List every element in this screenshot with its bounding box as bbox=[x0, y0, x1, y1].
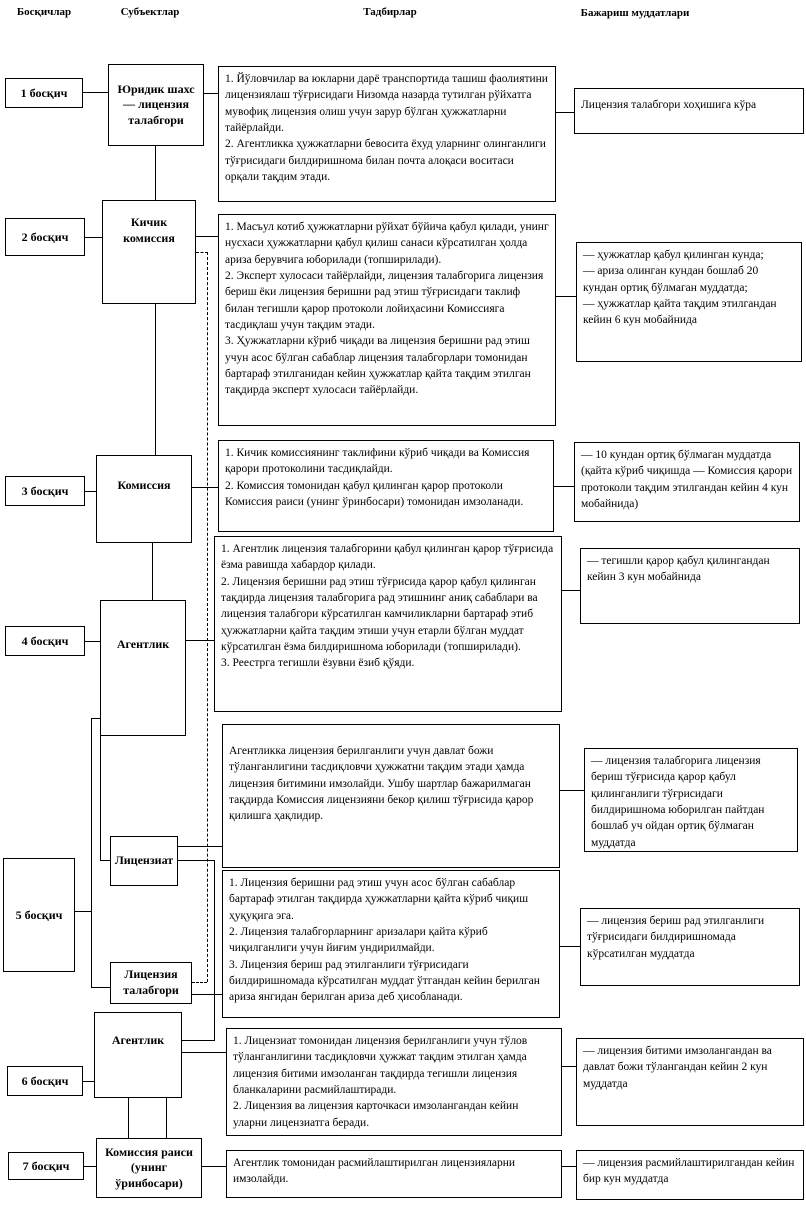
header-deadlines: Бажариш муддатлари bbox=[580, 7, 690, 19]
header-actions: Тадбирлар bbox=[363, 6, 417, 18]
deadline-step-5a: — лицензия талабгорига лицензия бериш тўғрисида қарор қабул қилинганлиги тўғрисидаги билдиришнома юборилган пайтдан бошлаб уч ойдан ортиқ бўлмаган муддатда bbox=[584, 748, 798, 852]
step-6: 6 босқич bbox=[7, 1066, 83, 1096]
connector bbox=[182, 1040, 215, 1041]
subject-licensee: Лицензиат bbox=[110, 836, 178, 886]
connector bbox=[204, 93, 218, 94]
connector bbox=[91, 718, 92, 988]
connector bbox=[128, 1098, 129, 1138]
step-1: 1 босқич bbox=[5, 78, 83, 108]
deadline-step-4: — тегишли қарор қабул қилингандан кейин 3 кун мобайнида bbox=[580, 548, 800, 624]
connector bbox=[178, 860, 214, 861]
connector bbox=[202, 1166, 226, 1167]
connector bbox=[75, 911, 91, 912]
dashed-connector bbox=[207, 252, 208, 982]
connector bbox=[562, 590, 580, 591]
action-step-7: Агентлик томонидан расмийлаштирилган лицензияларни имзолайди. bbox=[226, 1150, 562, 1198]
header-steps: Босқичлар bbox=[16, 6, 72, 18]
connector bbox=[155, 304, 156, 455]
subject-applicant: Юридик шахс — лицензия талабгори bbox=[108, 64, 204, 146]
connector bbox=[560, 790, 584, 791]
step-7: 7 босқич bbox=[8, 1152, 84, 1180]
connector bbox=[85, 491, 96, 492]
connector bbox=[91, 987, 110, 988]
subject-chairman: Комиссия раиси (унинг ўринбосари) bbox=[96, 1138, 202, 1198]
connector bbox=[84, 1166, 96, 1167]
action-step-5a: Агентликка лицензия берилганлиги учун давлат божи тўланганлигини тасдиқловчи ҳужжатни тақдим этади ҳамда лицензия битимини имзолайди. Ушбу шартлар бажарилмаган тақдирда Комиссия лицензияни бекор қилиш тўғрисида қарор қилишга ҳақлидир. bbox=[222, 724, 560, 868]
action-step-5b: 1. Лицензия беришни рад этиш учун асос бўлган сабаблар бартараф этилган тақдирда ҳужжатларни қайта кўриб чиқиш ҳуқуқига эга. 2. Лицензия талабгорларнинг аризалари қайта кўриб чиқилганлиги учун йиғим ундирилмайди. 3. Лицензия бериш рад этилганлиги тўғрисидаги билдиришномада кўрсатилган муддат ўтгандан кейин берилган ариза янгидан берилган ариза деб ҳисобланади. bbox=[222, 870, 560, 1018]
connector bbox=[83, 1081, 94, 1082]
subject-agency-4: Агентлик bbox=[100, 600, 186, 736]
subject-small-commission: Кичик комиссия bbox=[102, 200, 196, 304]
connector bbox=[178, 846, 222, 847]
connector bbox=[152, 543, 153, 600]
step-5: 5 босқич bbox=[3, 858, 75, 972]
connector bbox=[562, 1066, 576, 1067]
connector bbox=[155, 146, 156, 200]
connector bbox=[554, 486, 574, 487]
step-3: 3 босқич bbox=[5, 476, 85, 506]
connector bbox=[100, 726, 101, 861]
subject-applicant-5: Лицензия талабгори bbox=[110, 962, 192, 1004]
connector bbox=[166, 1098, 167, 1138]
connector bbox=[100, 860, 110, 861]
deadline-step-3: — 10 кундан ортиқ бўлмаган муддатда (қайта кўриб чиқишда — Комиссия қарори протоколи тақдим этилгандан кейин 4 кун мобайнида) bbox=[574, 442, 800, 522]
connector bbox=[556, 112, 574, 113]
connector bbox=[196, 236, 218, 237]
connector bbox=[186, 640, 214, 641]
connector bbox=[556, 296, 576, 297]
action-step-2: 1. Масъул котиб ҳужжатларни рўйхат бўйича қабул қилади, унинг нусхаси ҳужжатларни қабул қилиш санаси кўрсатилган ҳолда ариза берувчига юборилади (топширилади). 2. Эксперт хулосаси тайёрлайди, лицензия талабгорига лицензия бериш ёки лицензия беришни рад этиш тўғрисидаги таклиф билан тегишли қарор протоколи лойиҳасини Комиссияга тасдиқлаш учун тақдим этади. 3. Ҳужжатларни кўриб чиқади ва лицензия беришни рад этиш учун асос бўлган сабаблар лицензия талабгорлари томонидан бартараф этилганидан кейин ҳужжатлар қайта тақдим этилган тақдирда эксперт хулосаси тайёрлайди. bbox=[218, 214, 556, 426]
subject-agency-6: Агентлик bbox=[94, 1012, 182, 1098]
step-4: 4 босқич bbox=[5, 626, 85, 656]
connector bbox=[85, 237, 102, 238]
connector bbox=[192, 487, 218, 488]
action-step-1: 1. Йўловчилар ва юкларни дарё транспортида ташиш фаолиятини лицензиялаш тўғрисидаги Низомда назарда тутилган рўйхатга мувофиқ лицензия олиш учун зарур бўлган ҳужжатларни тайёрлайди. 2. Агентликка ҳужжатларни бевосита ёхуд уларнинг олинганлиги тўғрисидаги билдиришнома билан почта алоқаси воситаси орқали тақдим этади. bbox=[218, 66, 556, 202]
connector bbox=[214, 860, 215, 1040]
connector bbox=[85, 641, 100, 642]
action-step-3: 1. Кичик комиссиянинг таклифини кўриб чиқади ва Комиссия қарори протоколини тасдиқлайди. 2. Комиссия томонидан қабул қилинган қарор протоколи Комиссия раиси (унинг ўринбосари) томонидан имзоланади. bbox=[218, 440, 554, 532]
action-step-6: 1. Лицензиат томонидан лицензия берилганлиги учун тўлов тўланганлигини тасдиқловчи ҳужжат тақдим этилган ҳамда лицензия битими имзоланган тақдирда тегишли лицензия бланкаларини расмийлаштиради. 2. Лицензия ва лицензия карточкаси имзолангандан кейин уларни лицензиатга беради. bbox=[226, 1028, 562, 1136]
deadline-step-6: — лицензия битими имзолангандан ва давлат божи тўлангандан кейин 2 кун муддатда bbox=[576, 1038, 804, 1126]
connector bbox=[562, 1166, 576, 1167]
connector bbox=[182, 1052, 226, 1053]
step-2: 2 босқич bbox=[5, 218, 85, 256]
deadline-step-5b: — лицензия бериш рад этилганлиги тўғрисидаги билдиришномада кўрсатилган муддатда bbox=[580, 908, 800, 986]
action-step-4: 1. Агентлик лицензия талабгорини қабул қилинган қарор тўғрисида ёзма равишда хабардор қилади. 2. Лицензия беришни рад этиш тўғрисида қарор қабул қилинган тақдирда лицензия талабгорига рад этишнинг аниқ сабаблари ва лицензия талабгори кўрсатилган камчиликларни бартараф этиб ҳужжатларни қайта тақдим этиши учун етарли бўлган муддат кўрсатилган ёзма билдиришнома юборилади (топширилади). 3. Реестрга тегишли ёзувни ёзиб қўяди. bbox=[214, 536, 562, 712]
deadline-step-7: — лицензия расмийлаштирилгандан кейин бир кун муддатда bbox=[576, 1150, 804, 1200]
connector bbox=[192, 994, 222, 995]
subject-commission: Комиссия bbox=[96, 455, 192, 543]
connector bbox=[83, 92, 108, 93]
connector bbox=[91, 718, 100, 719]
header-subjects: Субъектлар bbox=[120, 6, 180, 18]
deadline-step-2: — ҳужжатлар қабул қилинган кунда; — ариза олинган кундан бошлаб 20 кундан ортиқ бўлмаган муддатда; — ҳужжатлар қайта тақдим этилгандан кейин 6 кун мобайнида bbox=[576, 242, 802, 362]
deadline-step-1: Лицензия талабгори хоҳишига кўра bbox=[574, 88, 804, 134]
dashed-connector bbox=[192, 982, 207, 983]
connector bbox=[560, 946, 580, 947]
